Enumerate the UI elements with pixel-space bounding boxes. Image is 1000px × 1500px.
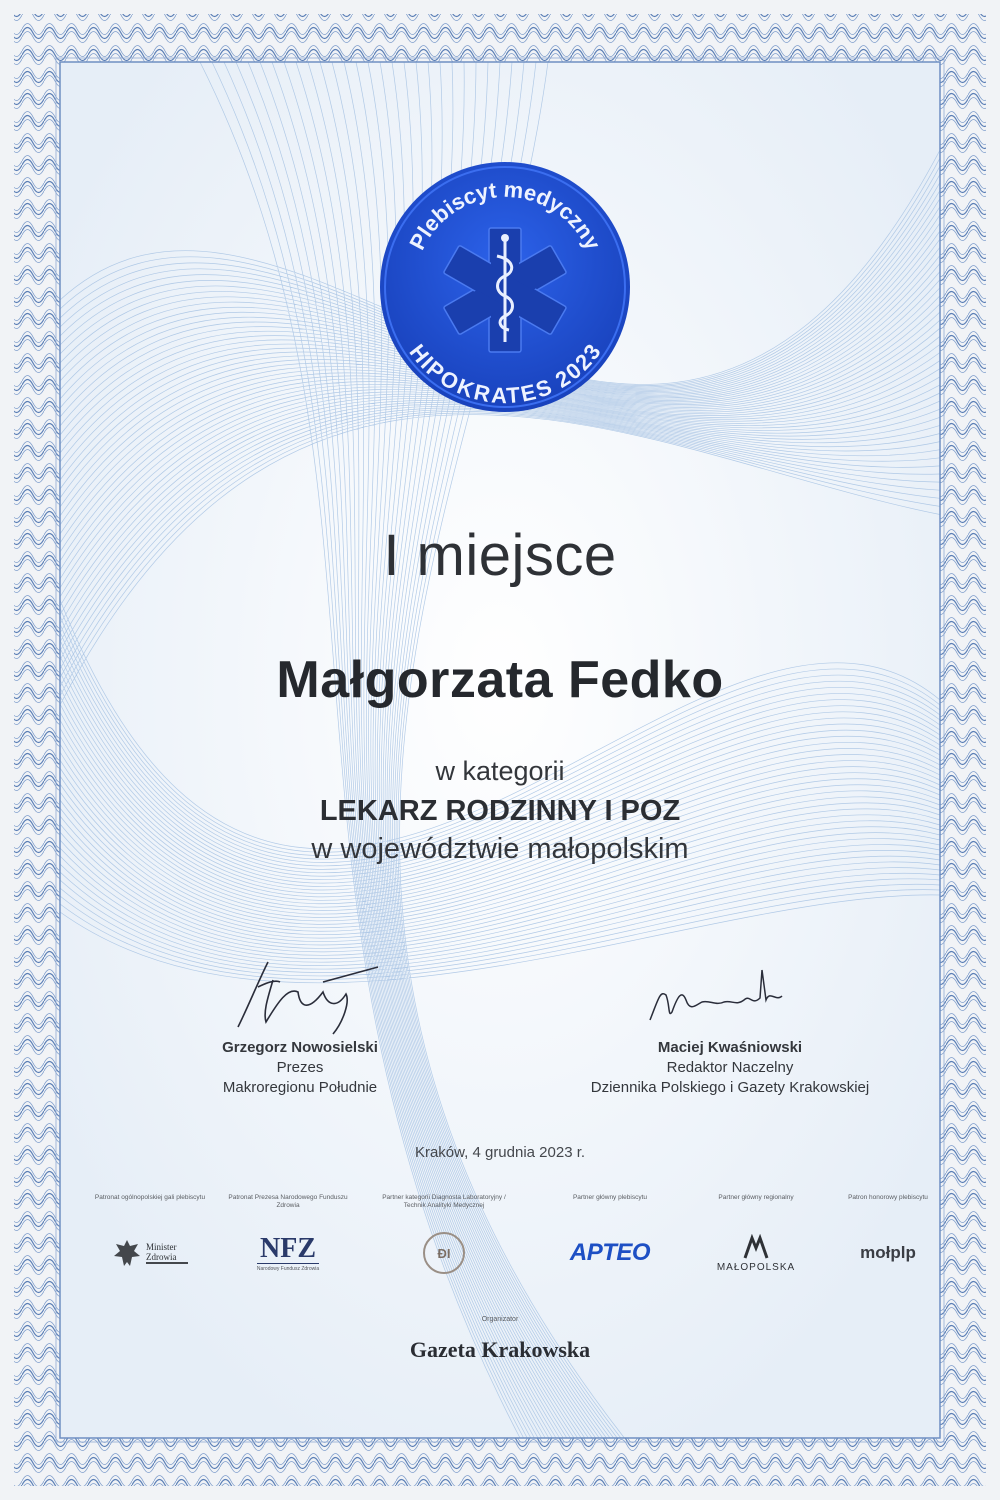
- partner-logo-text: NFZ: [260, 1232, 316, 1264]
- diagnosta-logo: [374, 1228, 514, 1278]
- signatory-title: Makroregionu Południe: [222, 1079, 378, 1096]
- partner-logo-text: Minister Zdrowia: [146, 1242, 188, 1264]
- eagle-icon: [112, 1236, 142, 1270]
- partner-apteo: [540, 1194, 680, 1278]
- partner-logo-text: ÐI: [423, 1232, 465, 1274]
- award-place: I miejsce: [383, 523, 617, 588]
- category-intro: w kategorii: [435, 756, 565, 786]
- partner-caption: Partner kategorii Diagnosta Laboratoryjny / Technik Analityki Medycznej: [382, 1194, 506, 1209]
- signatory-right: [530, 1038, 930, 1098]
- partner-nfz: [218, 1194, 358, 1278]
- partner-logo-text: APTEO: [569, 1239, 651, 1266]
- signature-left: [228, 952, 408, 1042]
- partner-caption: Partner główny plebiscytu: [572, 1194, 648, 1201]
- nfz-logo: [218, 1228, 358, 1278]
- signatory-title: Dziennika Polskiego i Gazety Krakowskiej: [590, 1079, 870, 1096]
- partner-mop: [818, 1194, 958, 1278]
- malopolska-logo: [686, 1228, 826, 1278]
- partner-diagnosta: [374, 1194, 514, 1278]
- place-and-date: Kraków, 4 grudnia 2023 r.: [414, 1144, 586, 1161]
- malopolska-mountain-icon: [743, 1234, 769, 1260]
- hipokrates-badge: [378, 160, 632, 414]
- organizer-caption: Organizator: [481, 1316, 519, 1323]
- apteo-logo: [540, 1228, 680, 1278]
- signature-right: [640, 950, 820, 1040]
- partner-caption: Patronat Prezesa Narodowego Funduszu Zdrowia: [228, 1194, 348, 1209]
- partner-caption: Partner główny regionalny: [718, 1194, 794, 1201]
- badge-top-text: Plebiscyt medyczny: [404, 176, 606, 254]
- mop-logo: [818, 1228, 958, 1278]
- partner-malopolska: [686, 1194, 826, 1278]
- signatory-left: [150, 1038, 450, 1098]
- category-name: LEKARZ RODZINNY I POZ: [319, 795, 681, 827]
- recipient-name: Małgorzata Fedko: [276, 651, 724, 709]
- partner-logo-text: mołplp: [860, 1243, 916, 1262]
- partner-caption: Patron honorowy plebiscytu: [848, 1194, 928, 1201]
- region-text: w województwie małopolskim: [311, 833, 689, 865]
- partner-minister-zdrowia: [80, 1194, 220, 1278]
- partner-logo-text: MAŁOPOLSKA: [716, 1261, 796, 1273]
- badge-bottom-text: HIPOKRATES 2023: [404, 339, 606, 409]
- partner-caption: Patronat ogólnopolskiej gali plebiscytu: [94, 1194, 206, 1201]
- signatory-name: Maciej Kwaśniowski: [657, 1039, 803, 1056]
- signatory-name: Grzegorz Nowosielski: [222, 1039, 378, 1056]
- organizer-name: Gazeta Krakowska: [409, 1337, 591, 1362]
- signatory-title: Redaktor Naczelny: [666, 1059, 794, 1076]
- minister-zdrowia-logo: [80, 1228, 220, 1278]
- signatory-title: Prezes: [276, 1059, 324, 1076]
- partner-logo-subtext: Narodowy Fundusz Zdrowia: [257, 1263, 319, 1272]
